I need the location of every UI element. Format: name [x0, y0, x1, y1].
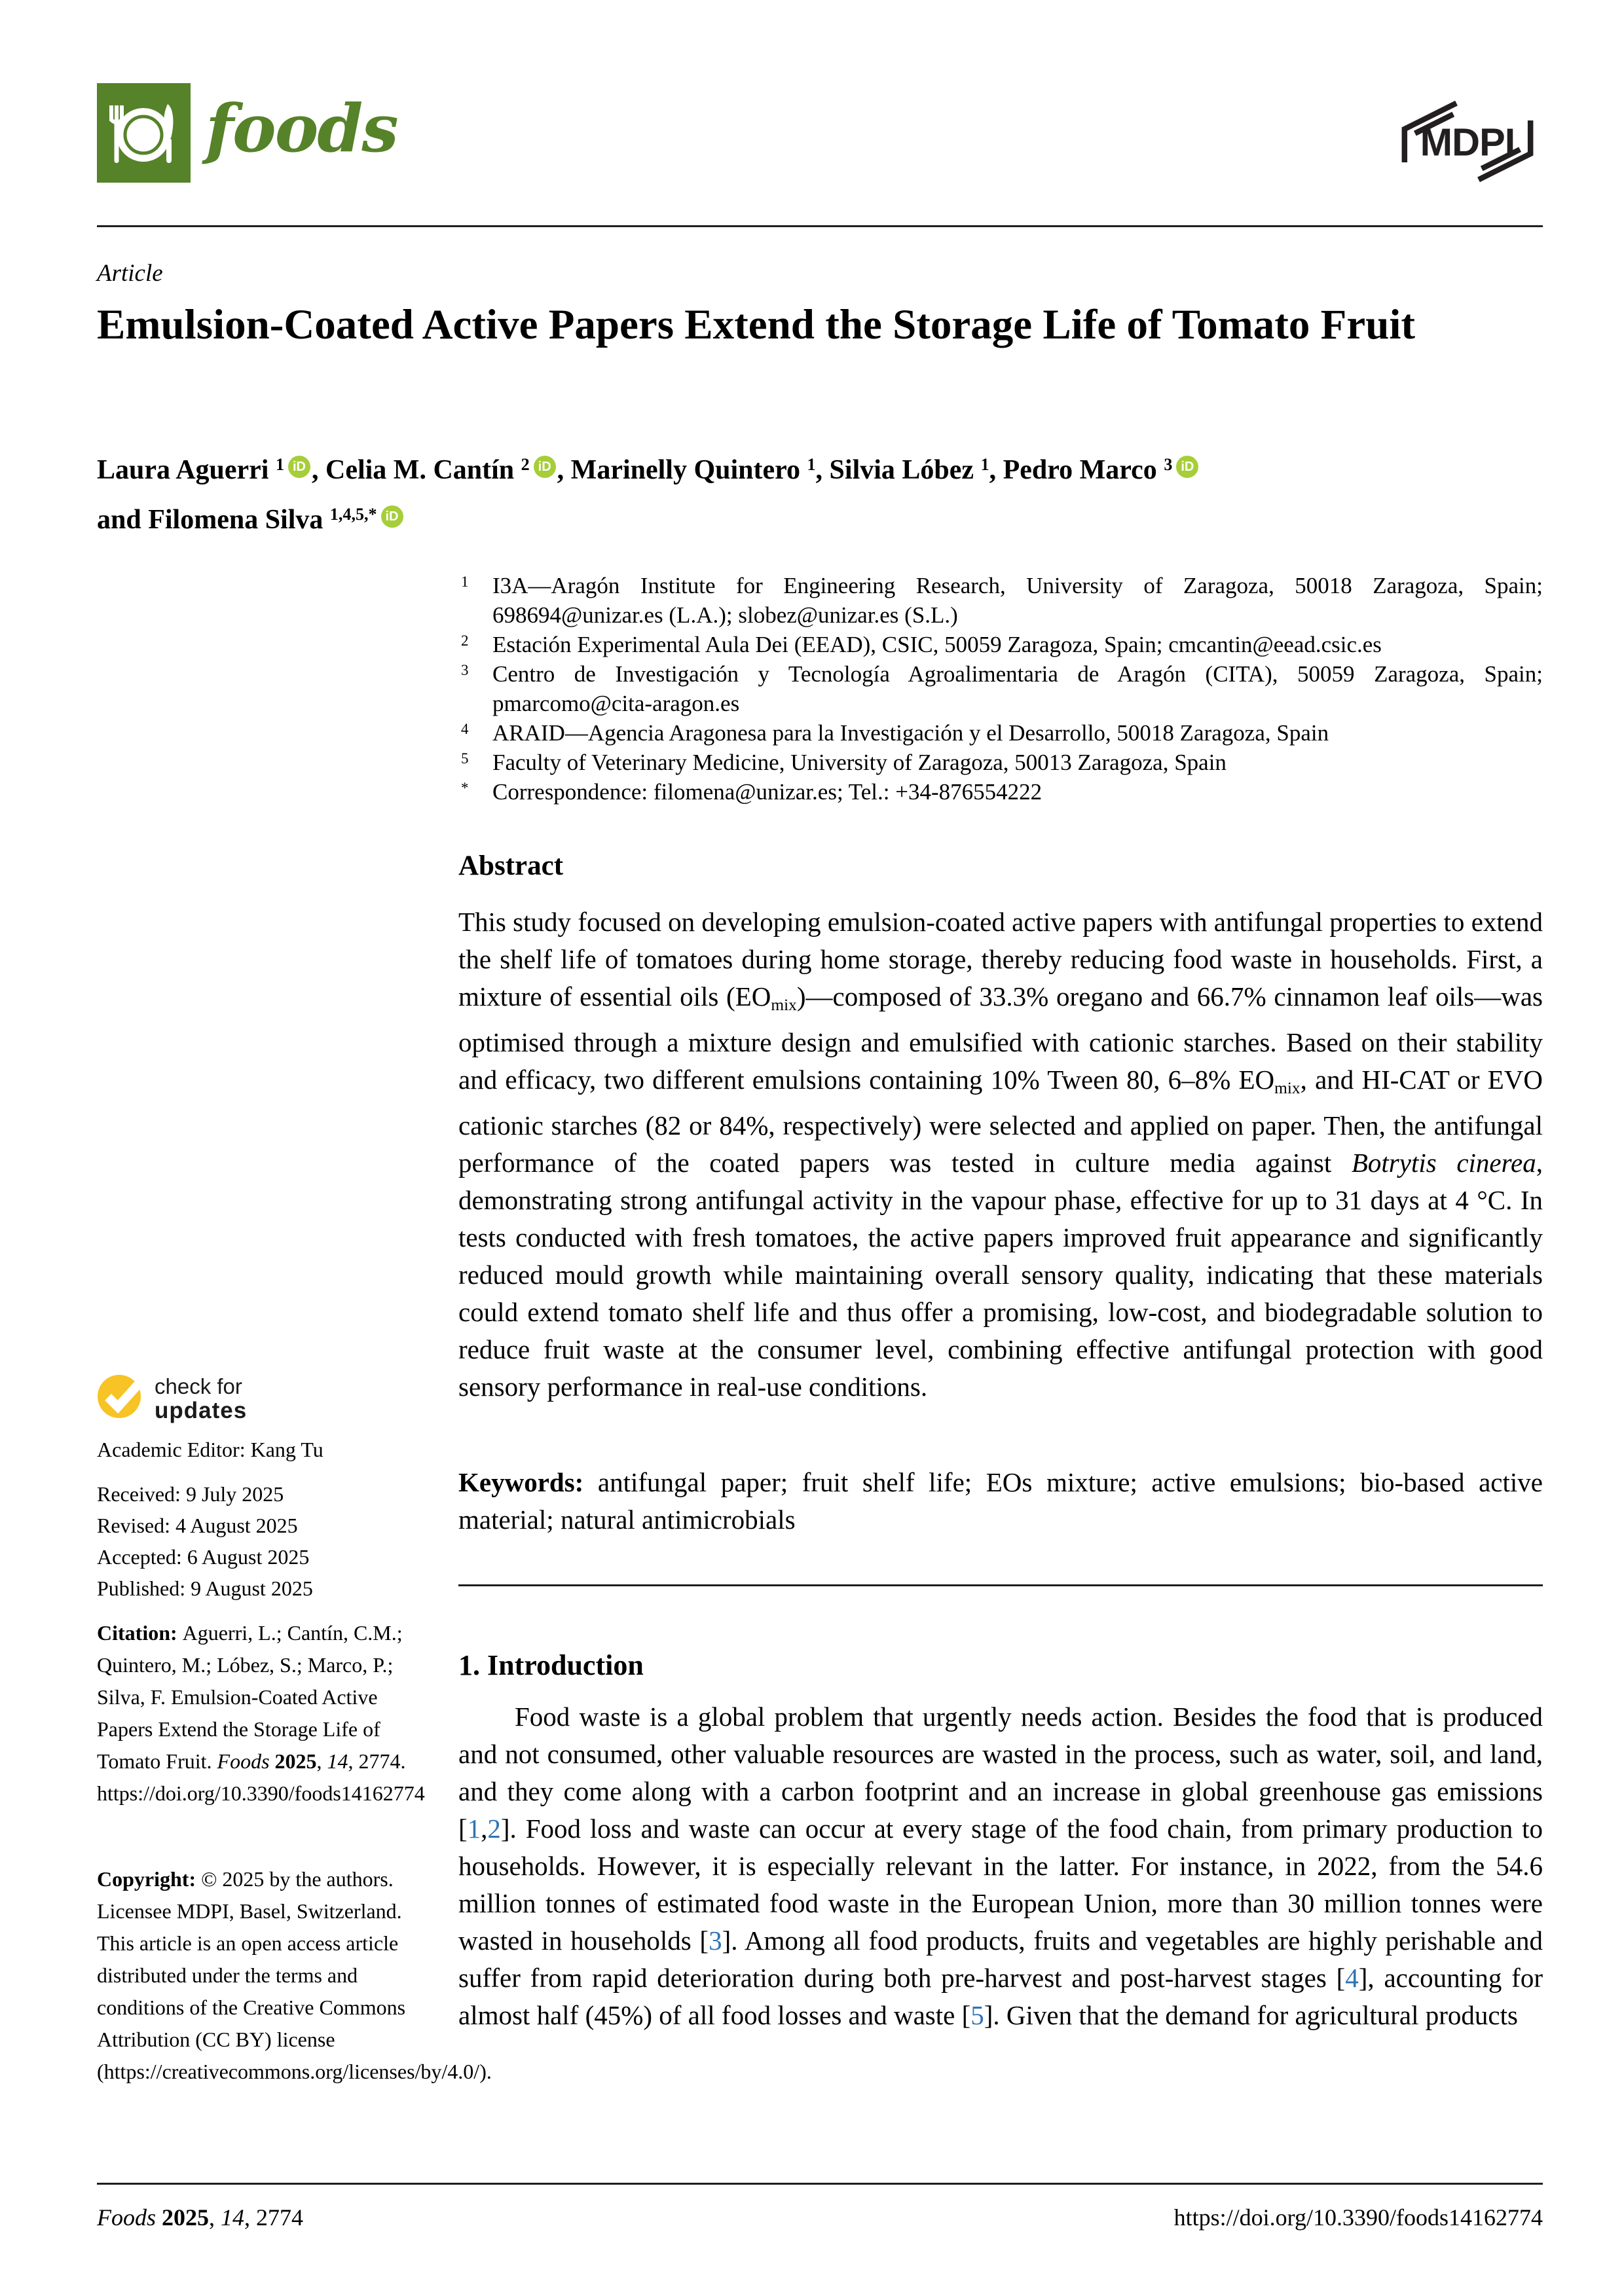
- affiliation-marker: 1: [461, 574, 469, 590]
- affiliation-marker: 5: [461, 750, 469, 767]
- author-line-2: [97, 492, 1472, 542]
- text-segment: 1: [807, 455, 816, 474]
- text-segment: ], accounting for almost half (45%) of all food losses and waste [: [458, 1963, 1543, 2030]
- affiliation-text: Centro de Investigación y Tecnología Agroalimentaria de Aragón (CITA), 50059 Zaragoza, Spain; pmarcomo@cita-aragon.es: [492, 661, 1543, 716]
- text-segment: Food waste is a global problem that urgently needs action. Besides the food that is produced and not consumed, other valuable resources are wasted in the process, such as water, soil, and land, and they come along with a carbon footprint and an increase in global greenhouse gas emissions [: [458, 1702, 1543, 1844]
- cutlery-plate-icon: [97, 83, 191, 183]
- introduction-text: [458, 1698, 1543, 2034]
- affiliation-marker: 3: [461, 662, 469, 678]
- text-segment: ]. Given that the demand for agricultural products: [984, 2000, 1518, 2030]
- history-dates: [97, 1478, 407, 1604]
- text-segment: ]. Food loss and waste can occur at every stage of the food chain, from primary production to households. However, it is especially relevant in the latter. For instance, in 2022, from the 54.6 million tonnes of estimated food waste in the European Union, more than 30 million tonnes were wasted in households [: [458, 1813, 1543, 1956]
- author-list: [97, 443, 1472, 542]
- text-segment: Copyright:: [97, 1867, 202, 1891]
- revised-date: Revised: 4 August 2025: [97, 1514, 298, 1537]
- text-segment: 2025: [274, 1749, 317, 1773]
- reference-link[interactable]: 3: [709, 1925, 722, 1956]
- affiliation-row: [458, 777, 1543, 807]
- text-segment: mix: [1274, 1079, 1301, 1098]
- reference-link[interactable]: 5: [970, 2000, 984, 2030]
- foods-journal-logo: [97, 83, 191, 183]
- reference-link[interactable]: 4: [1345, 1963, 1359, 1993]
- footer-citation: [97, 2204, 303, 2231]
- introduction-heading: 1. Introduction: [458, 1649, 644, 1681]
- affiliation-list: [458, 571, 1543, 807]
- text-segment: 2: [521, 455, 530, 474]
- text-segment: , Silvia Lóbez: [815, 455, 981, 486]
- copyright-block: [97, 1863, 492, 2088]
- text-segment: and Filomena Silva: [97, 505, 330, 536]
- text-segment: © 2025 by the authors. Licensee MDPI, Basel, Switzerland. This article is an open access article distributed under the terms and conditions of the Creative Commons Attribution (CC BY) license (https://creativecommons.org/licenses/by/4.0/).: [97, 1867, 492, 2083]
- affiliation-text: ARAID—Agencia Aragonesa para la Investigación y el Desarrollo, 50018 Zaragoza, Spain: [492, 720, 1329, 746]
- text-segment: Keywords:: [458, 1467, 598, 1497]
- text-segment: 14: [221, 2204, 244, 2231]
- text-segment: , Marinelly Quintero: [557, 455, 807, 486]
- orcid-icon[interactable]: iD: [381, 505, 403, 528]
- footer-doi-link[interactable]: https://doi.org/10.3390/foods14162774: [1173, 2204, 1543, 2231]
- text-segment: Foods: [97, 2204, 162, 2231]
- affiliation-text: Estación Experimental Aula Dei (EEAD), CSIC, 50059 Zaragoza, Spain; cmcantin@eead.csic.es: [492, 632, 1382, 657]
- text-segment: ,: [209, 2204, 221, 2231]
- text-segment: ,: [316, 1749, 327, 1773]
- affiliation-row: [458, 659, 1543, 718]
- keywords-divider: [458, 1584, 1543, 1586]
- article-type-label: Article: [97, 260, 163, 287]
- affiliation-row: [458, 718, 1543, 748]
- orcid-icon[interactable]: iD: [288, 456, 310, 478]
- mdpi-wordmark: MDPI: [1420, 120, 1515, 164]
- text-segment: mix: [771, 996, 797, 1015]
- check-for-label: check for: [155, 1374, 242, 1398]
- text-segment: , Celia M. Cantín: [312, 455, 521, 486]
- reference-link[interactable]: 2: [487, 1813, 501, 1844]
- text-segment: , demonstrating strong antifungal activity in the vapour phase, effective for up to 31 days at 4 °C. In tests conducted with fresh tomatoes, the active papers improved fruit appearance and significantly reduced mould growth while maintaining overall sensory quality, indicating that these materials could extend tomato shelf life and thus offer a promising, low-cost, and biodegradable solution to reduce fruit waste at the consumer level, combining effective antifungal protection with good sensory performance in real-use conditions.: [458, 1148, 1543, 1402]
- crossmark-check-icon: [97, 1371, 147, 1421]
- updates-label: updates: [155, 1398, 248, 1423]
- affiliation-marker: 4: [461, 721, 469, 737]
- header-divider: [97, 225, 1543, 227]
- abstract-heading: Abstract: [458, 850, 564, 881]
- published-date: Published: 9 August 2025: [97, 1576, 313, 1600]
- text-segment: ,: [481, 1813, 488, 1844]
- affiliation-text: I3A—Aragón Institute for Engineering Research, University of Zaragoza, 50018 Zaragoza, Spain; 698694@unizar.es (L.A.); slobez@unizar.es (S.L.): [492, 573, 1543, 628]
- affiliation-row: [458, 748, 1543, 777]
- text-segment: 14: [327, 1749, 348, 1773]
- check-for-updates-label[interactable]: [155, 1374, 247, 1423]
- text-segment: Botrytis cinerea: [1351, 1148, 1536, 1178]
- orcid-icon[interactable]: iD: [1176, 456, 1198, 478]
- affiliation-row: [458, 630, 1543, 659]
- text-segment: , and HI-CAT or EVO cationic starches (82 or 84%, respectively) were selected and applied on paper. Then, the antifungal performance of the coated papers was tested in culture media against: [458, 1065, 1543, 1178]
- affiliation-marker: 2: [461, 632, 469, 649]
- text-segment: Foods: [217, 1749, 275, 1773]
- journal-name: foods: [206, 90, 397, 167]
- reference-link[interactable]: 1: [467, 1813, 481, 1844]
- text-segment: 1,4,5,*: [329, 505, 377, 524]
- affiliation-text: Correspondence: filomena@unizar.es; Tel.: +34-876554222: [492, 779, 1043, 805]
- text-segment: )—composed of 33.3% oregano and 66.7% cinnamon leaf oils—was optimised through a mixture design and emulsified with cationic starches. Based on their stability and efficacy, two different emulsions containing 10% Tween 80, 6–8% EO: [458, 981, 1543, 1095]
- author-line-1: [97, 443, 1472, 492]
- text-segment: Citation:: [97, 1621, 183, 1645]
- accepted-date: Accepted: 6 August 2025: [97, 1545, 310, 1569]
- mdpi-logo: [1393, 98, 1541, 185]
- received-date: Received: 9 July 2025: [97, 1482, 284, 1506]
- text-segment: 2025: [162, 2204, 209, 2231]
- affiliation-row: [458, 571, 1543, 630]
- check-for-updates-button[interactable]: [97, 1371, 147, 1421]
- text-segment: 1: [275, 455, 284, 474]
- text-segment: Laura Aguerri: [97, 455, 276, 486]
- text-segment: , Pedro Marco: [989, 455, 1164, 486]
- footer-divider: [97, 2183, 1543, 2185]
- text-segment: , 2774. https://doi.org/10.3390/foods14162774: [97, 1749, 425, 1805]
- text-segment: 3: [1164, 455, 1173, 474]
- text-segment: 1: [980, 455, 989, 474]
- affiliation-text: Faculty of Veterinary Medicine, University of Zaragoza, 50013 Zaragoza, Spain: [492, 750, 1227, 775]
- text-segment: , 2774: [244, 2204, 303, 2231]
- keywords-text: [458, 1464, 1543, 1539]
- orcid-icon[interactable]: iD: [534, 456, 556, 478]
- academic-editor: Academic Editor: Kang Tu: [97, 1438, 323, 1461]
- article-title: Emulsion-Coated Active Papers Extend the Storage Life of Tomato Fruit: [97, 301, 1416, 348]
- text-segment: This study focused on developing emulsion-coated active papers with antifungal properties to extend the shelf life of tomatoes during home storage, thereby reducing food waste in households. First, a mixture of essential oils (EO: [458, 907, 1543, 1011]
- text-segment: antifungal paper; fruit shelf life; EOs mixture; active emulsions; bio-based active material; natural antimicrobials: [458, 1467, 1543, 1535]
- abstract-text: [458, 903, 1543, 1406]
- affiliation-marker: *: [461, 780, 469, 796]
- citation-block: [97, 1617, 425, 1810]
- text-segment: ]. Among all food products, fruits and vegetables are highly perishable and suffer from rapid deterioration during both pre-harvest and post-harvest stages [: [458, 1925, 1543, 1993]
- text-segment: Aguerri, L.; Cantín, C.M.; Quintero, M.; Lóbez, S.; Marco, P.; Silva, F. Emulsion-Coated Active Papers Extend the Storage Life of Tomato Fruit.: [97, 1621, 403, 1773]
